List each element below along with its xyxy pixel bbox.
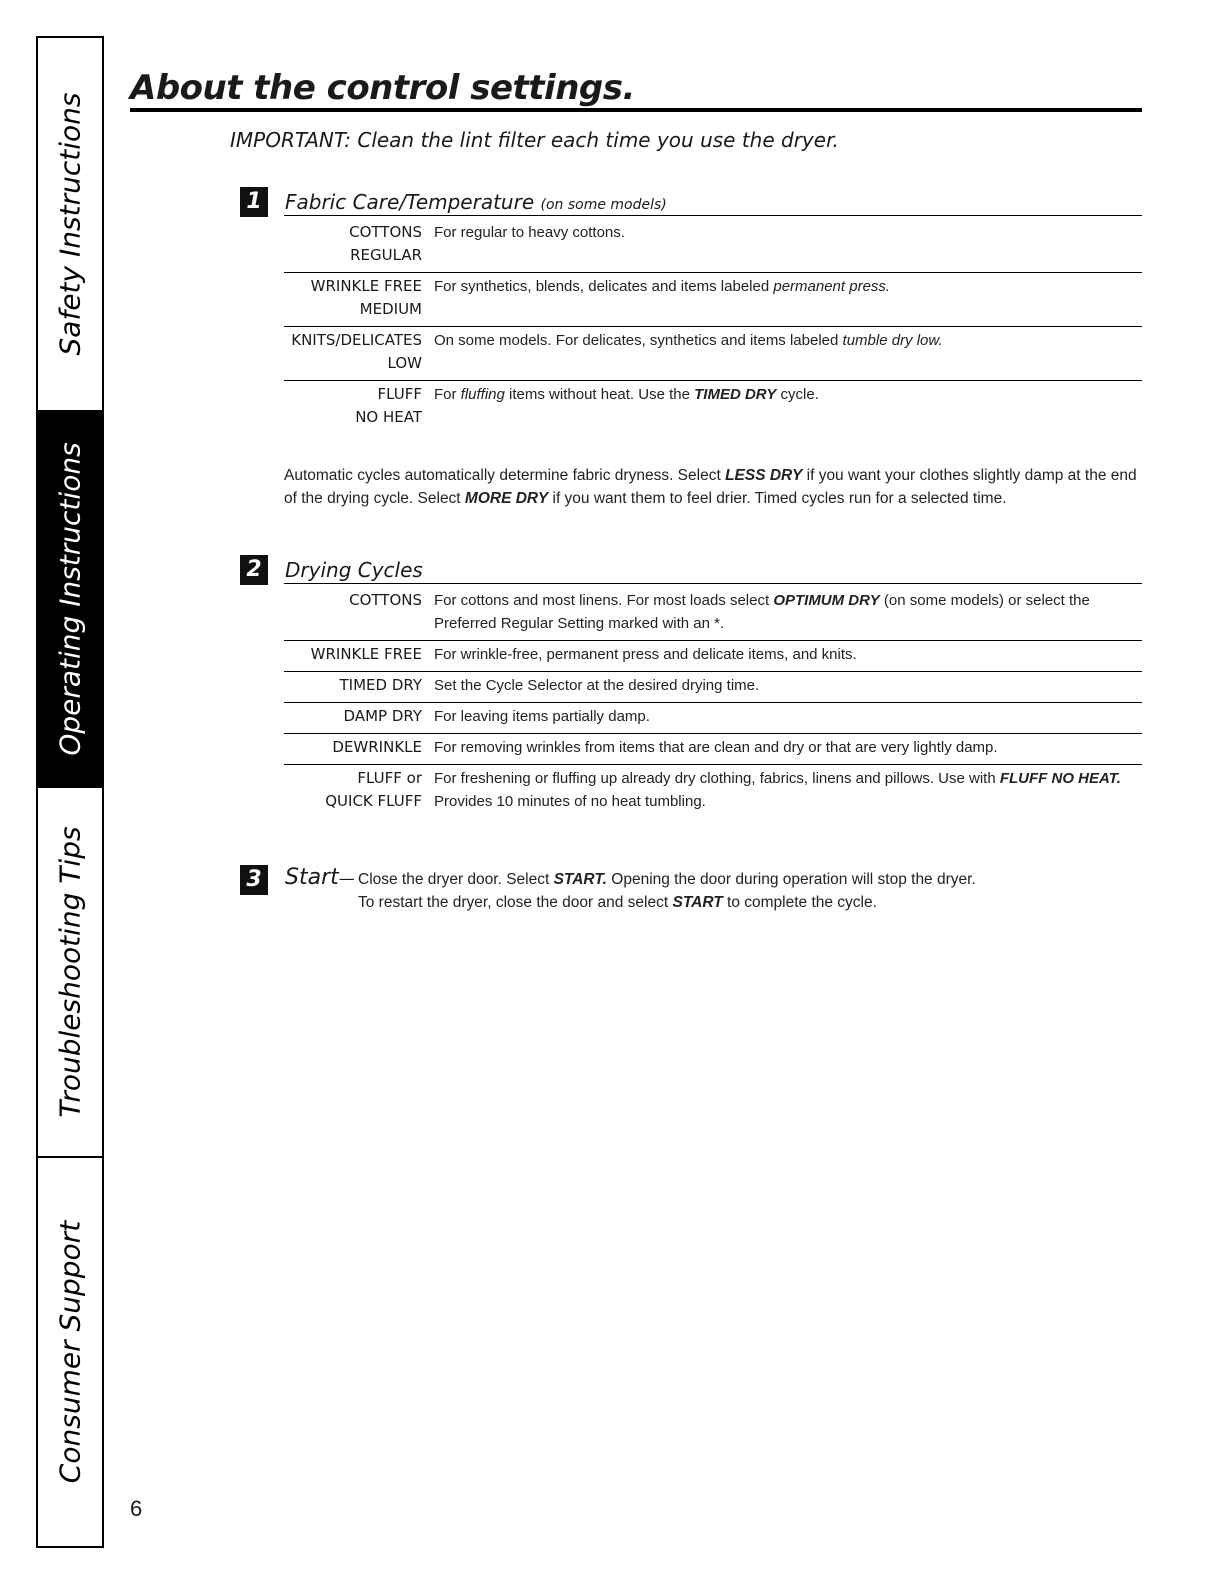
description-text: Provides 10 minutes of no heat tumbling.	[434, 793, 706, 810]
paragraph-text: Automatic cycles automatically determine fabric dryness. Select	[284, 467, 726, 484]
cycle-label: WRINKLE FREE	[310, 645, 422, 663]
page-title: About the control settings.	[130, 68, 635, 108]
cycle-label: FLUFF or QUICK FLUFF	[325, 769, 422, 810]
description-text: cycle.	[776, 386, 819, 403]
instruction-text: to complete the cycle.	[722, 894, 877, 911]
cycle-description: For leaving items partially damp.	[434, 708, 650, 725]
instruction-text: To restart the dryer, close the door and select	[358, 894, 673, 911]
tab-consumer-support-label: Consumer Support	[53, 1220, 87, 1484]
table-row	[284, 672, 1142, 703]
description-text: For cottons and most linens. For most loads select	[434, 592, 774, 609]
section-header	[240, 555, 1142, 587]
tab-troubleshooting-tips[interactable]	[38, 788, 102, 1158]
start-instruction-line	[358, 894, 877, 912]
setting-label: FLUFF NO HEAT	[355, 385, 422, 426]
section-title-text: Fabric Care/Temperature	[285, 190, 535, 214]
instruction-keyword: START.	[553, 871, 607, 888]
setting-description	[422, 275, 890, 321]
section-number-badge: 3	[240, 865, 268, 895]
description-emphasis: tumble dry low.	[842, 332, 943, 349]
description-keyword: OPTIMUM DRY	[773, 592, 880, 609]
table-row	[284, 765, 1142, 818]
section-divider	[284, 215, 1142, 216]
description-text: For synthetics, blends, delicates and items labeled	[434, 278, 774, 295]
page-number: 6	[130, 1496, 143, 1521]
cycle-description: For removing wrinkles from items that are clean and dry or that are very lightly damp.	[434, 739, 998, 756]
paragraph-text: if you want them to feel drier. Timed cycles run for a selected time.	[548, 490, 1007, 507]
cycle-description: For wrinkle-free, permanent press and delicate items, and knits.	[434, 646, 857, 663]
section-divider	[284, 583, 1142, 584]
side-tab-strip	[36, 36, 104, 1548]
description-text: For	[434, 386, 461, 403]
cycle-description	[422, 589, 1142, 635]
setting-description: For regular to heavy cottons.	[434, 224, 625, 241]
tab-consumer-support[interactable]	[38, 1158, 102, 1546]
cycle-label: TIMED DRY	[339, 676, 422, 694]
table-row	[284, 587, 1142, 641]
cycle-description: Set the Cycle Selector at the desired drying time.	[434, 677, 760, 694]
section-title-note: (on some models)	[540, 197, 667, 213]
setting-label: COTTONS REGULAR	[349, 223, 422, 264]
title-divider	[130, 108, 1142, 112]
description-text: items without heat. Use the	[504, 386, 695, 403]
paragraph-keyword: LESS DRY	[725, 467, 803, 484]
cycle-description	[422, 767, 1142, 813]
section-title-text: Start	[285, 865, 339, 890]
section-title	[285, 190, 667, 214]
instruction-text: Close the dryer door. Select	[358, 871, 554, 888]
fabric-settings-table	[284, 219, 1142, 434]
table-row	[284, 381, 1142, 434]
table-row	[284, 734, 1142, 765]
description-text: For freshening or fluffing up already dry clothing, fabrics, linens and pillows. Use with	[434, 770, 1000, 787]
cycle-label: DEWRINKLE	[332, 738, 422, 756]
description-emphasis: fluffing	[460, 386, 505, 403]
setting-description	[422, 383, 819, 429]
instruction-keyword: START	[672, 894, 723, 911]
description-text: (on some models) or select the Preferred Regular Setting marked with an *.	[434, 592, 1090, 632]
paragraph-keyword: MORE DRY	[464, 490, 549, 507]
description-emphasis: permanent press.	[773, 278, 891, 295]
section-drying-cycles	[240, 555, 1142, 818]
setting-label: KNITS/DELICATES LOW	[291, 331, 422, 372]
instruction-text: Opening the door during operation will stop the dryer.	[606, 871, 976, 888]
section-title	[285, 865, 355, 890]
title-dash: —	[338, 869, 355, 888]
description-keyword: FLUFF NO HEAT.	[999, 770, 1121, 787]
important-notice: IMPORTANT: Clean the lint filter each time you use the dryer.	[230, 128, 839, 152]
tab-troubleshooting-tips-label: Troubleshooting Tips	[53, 826, 87, 1118]
start-instruction-line	[358, 871, 976, 889]
paragraph-text: if you want your clothes slightly damp at the end of the drying cycle. Select	[284, 467, 1137, 507]
description-text: On some models. For delicates, synthetics and items labeled	[434, 332, 843, 349]
description-keyword: TIMED DRY	[694, 386, 777, 403]
cycle-label: COTTONS	[349, 591, 422, 609]
drying-cycles-table	[284, 587, 1142, 818]
section-title	[285, 558, 423, 582]
setting-label: WRINKLE FREE MEDIUM	[310, 277, 422, 318]
tab-operating-instructions[interactable]	[38, 412, 102, 788]
tab-safety-instructions-label: Safety Instructions	[53, 92, 87, 356]
table-row	[284, 641, 1142, 672]
tab-safety-instructions[interactable]	[38, 38, 102, 412]
table-row	[284, 273, 1142, 327]
tab-operating-instructions-label: Operating Instructions	[53, 442, 87, 756]
section-number-badge: 2	[240, 555, 268, 585]
table-row	[284, 327, 1142, 381]
table-row	[284, 219, 1142, 273]
section-number-badge: 1	[240, 187, 268, 217]
section-title-text: Drying Cycles	[285, 558, 423, 582]
section-fabric-care	[240, 187, 1142, 434]
dryness-paragraph	[284, 464, 1142, 510]
setting-description	[422, 329, 943, 375]
table-row	[284, 703, 1142, 734]
cycle-label: DAMP DRY	[343, 707, 422, 725]
section-header	[240, 187, 1142, 219]
